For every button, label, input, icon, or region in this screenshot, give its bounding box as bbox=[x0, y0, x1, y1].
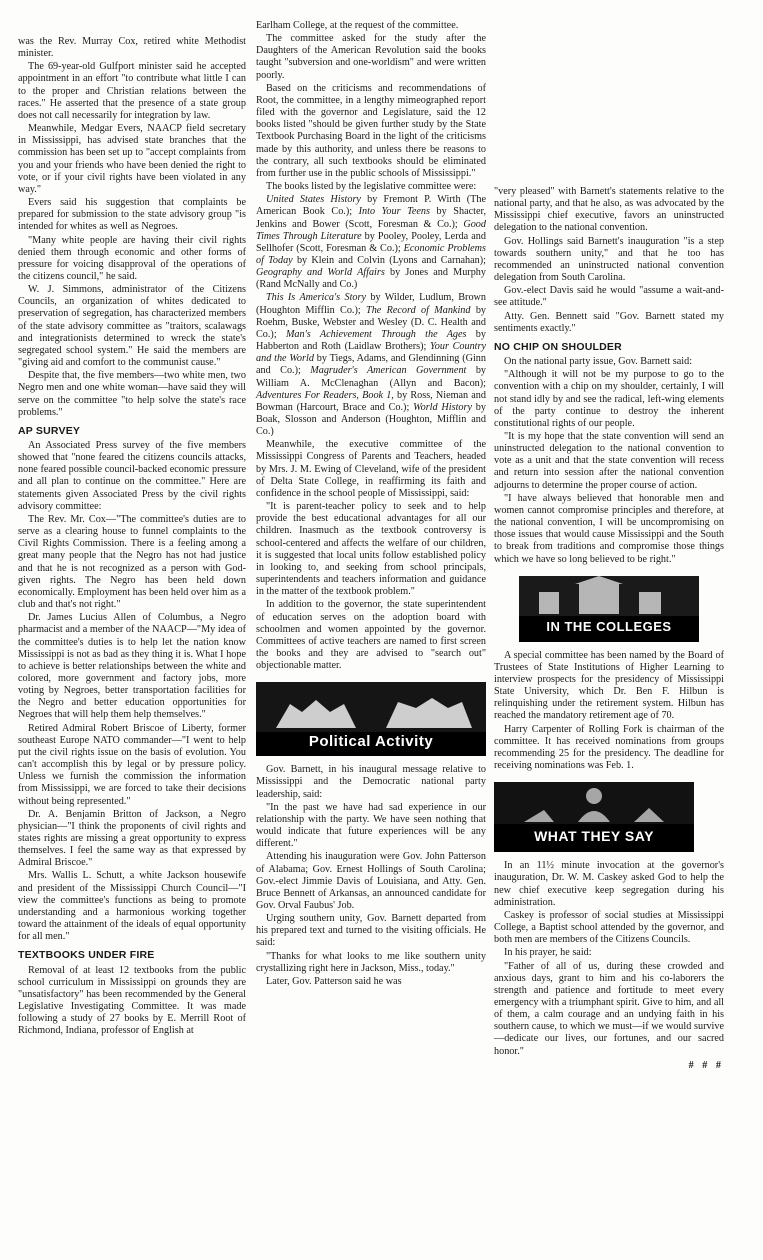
book-authors: by Tiegs, Adams, and Glendinning (Ginn and Co.); bbox=[256, 353, 486, 377]
paragraph: "I have always believed that honorable men and women cannot compromise principles and therefore, at the national convention, I will be uncompromising on those issues that would cause Mississippi and the South to break from traditions and compromise those things which we have so long believed to be right." bbox=[494, 492, 724, 565]
paragraph: "It is parent-teacher policy to seek and to help provide the best educational advantages for all our children. Inasmuch as the textbook controversy is school-centered and affects the welfare of our children, it is suggested that local units follow established policy in looking to, and seeking from school principals, superintendents and teachers information and guidance in the matter of the textbook problem." bbox=[256, 501, 486, 598]
paragraph: Dr. A. Benjamin Britton of Jackson, a Negro physician—"I think the proponents of civil rights and states rights are missing a great opportunity to express themselves. I feel the same way as that expressed by Admiral Briscoe." bbox=[18, 808, 246, 869]
what-they-say-banner bbox=[494, 782, 694, 852]
book-authors: by Pooley, Pooley, Lerda and Sellhofer (Scott, Foresman & Co.); bbox=[256, 230, 486, 254]
paragraph: Earlham College, at the request of the committee. bbox=[256, 20, 459, 31]
paragraph: "Many white people are having their civil rights denied them through economic and other forms of pressure for voicing disapproval of the operations of the citizens council," he said. bbox=[18, 234, 246, 282]
paragraph: W. J. Simmons, administrator of the Citizens Councils, an organization of whites dedicated to preservation of segregation, has characterized members of the state advisory committee as "traitors, scalawags and integrationists determined to wreck the state's segregated school system." He said the members are "giving aid and comfort to the communist cause." bbox=[18, 284, 246, 369]
book-title: Economic Problems of Today bbox=[256, 242, 486, 266]
paragraph: The committee asked for the study after the Daughters of the American Revolution said the books taught "subversion and one-worldism" and were written poorly. bbox=[256, 33, 486, 81]
banner-title: WHAT THEY SAY bbox=[534, 828, 654, 845]
banner-title: Political Activity bbox=[308, 733, 434, 751]
paragraph: A special committee has been named by the Board of Trustees of State Institutions of Higher Learning to interview prospects for the presidency of Mississippi State University, which Dr. Ben F. Hilbun is relinquishing under the retirement system. Hilbun has reached the mandatory retirement age of 70. bbox=[494, 649, 724, 722]
book-authors: by Jones and Murphy (Rand McNally and Co.) bbox=[256, 267, 486, 291]
subheading-textbooks: TEXTBOOKS UNDER FIRE bbox=[18, 949, 155, 962]
paragraph: Gov.-elect Davis said he would "assume a wait-and-see attitude." bbox=[494, 285, 724, 309]
book-title: The Record of Mankind bbox=[366, 304, 471, 316]
column-2 bbox=[256, 20, 486, 989]
book-authors: by Ross, Nieman and Bowman (Harcourt, Brace and Co.); bbox=[256, 389, 486, 413]
paragraph: was the Rev. Murray Cox, retired white Methodist minister. bbox=[18, 36, 246, 60]
book-title: Good Times Through Literature bbox=[256, 218, 486, 242]
paragraph: "very pleased" with Barnett's statements relative to the national party, and that he also, as was advocated by the Mississippi chief executive, favors an uninstructed delegation to the national convention. bbox=[494, 186, 724, 234]
book-authors: by Wilder, Ludlum, Brown (Houghton Mifflin Co.); bbox=[256, 292, 486, 316]
book-title: Magruder's American Government bbox=[310, 365, 467, 377]
book-list-2 bbox=[256, 292, 486, 438]
in-the-colleges-banner bbox=[519, 576, 699, 642]
subheading-no-chip: NO CHIP ON SHOULDER bbox=[494, 340, 622, 353]
paragraph: Later, Gov. Patterson said he was bbox=[266, 975, 402, 987]
paragraph: Evers said his suggestion that complaints be prepared for submission to the state advisory group "is intended for whites as well as Negroes. bbox=[18, 197, 246, 233]
paragraph: "Father of all of us, during these crowded and anxious days, grant to him and his co-laborers the strength and patience and fortitude to meet every emergency with a triumphant spirit. Give to him, and all of them, a calm courage and an undying faith in his southern cause, to which we must—if we would survive—dedicate our lives, our fortunes, and our sacred honor." bbox=[494, 960, 724, 1057]
political-activity-banner bbox=[256, 682, 486, 756]
paragraph: Attending his inauguration were Gov. John Patterson of Alabama; Gov. Ernest Hollings of South Carolina; Gov.-elect Jimmie Davis of Louisiana, and Atty. Gen. Bruce Bennett of Arkansas, an announced candidate for Gov. Orval Faubus' Job. bbox=[256, 851, 486, 911]
paragraph: Despite that, the five members—two white men, two Negro men and one white woman—have said they will serve on the committee "to help solve the state's race problems." bbox=[18, 370, 246, 418]
paragraph: In addition to the governor, the state superintendent of education serves on the adoption board with schoolmen and women appointed by the governor. Committees of active teachers are named to first screen the books and they are advised to "search out" objectionable matter. bbox=[256, 599, 486, 672]
paragraph: Mrs. Wallis L. Schutt, a white Jackson housewife and president of the Mississippi Church Council—"I view the committee's functions as being to promote understanding and a harmonious working together toward the attainment of the ideals of equal opportunity for all men." bbox=[18, 870, 246, 943]
paragraph: "Thanks for what looks to me like southern unity crystallizing right here in Jackson, Miss., today." bbox=[256, 950, 486, 974]
paragraph: The books listed by the legislative committee were: bbox=[266, 181, 477, 193]
column-1 bbox=[18, 36, 246, 1039]
book-authors: by Klein and Colvin (Lyons and Carnahan); bbox=[292, 254, 486, 266]
book-authors: by Boak, Slosson and Anderson (Houghton, Mifflin and Co.) bbox=[256, 401, 486, 438]
paragraph: Dr. James Lucius Allen of Columbus, a Negro pharmacist and a member of the NAACP—"My idea of the committee's duties is to help let the nation know Mississippi is not as bad as they thing it is. What I hope to achieve is better relationships between the white and colored, more government and factory jobs, more voting by Negroes, better transportation facilities for the Negro and better education opportunities for Negroes that will help them help themselves." bbox=[18, 612, 246, 721]
paragraph: In his prayer, he said: bbox=[504, 947, 592, 959]
end-marks: # # # bbox=[688, 1059, 724, 1071]
book-authors: by Roehm, Buske, Webster and Wesley (D. C. Health and Co.); bbox=[256, 304, 486, 340]
book-authors: by Habberton and Roth (Laidlaw Brothers); bbox=[256, 328, 486, 353]
banner-title: IN THE COLLEGES bbox=[546, 618, 672, 634]
paragraph: Meanwhile, the executive committee of the Mississippi Congress of Parents and Teachers, headed by Mrs. J. M. Ewing of Cleveland, wife of the president of Delta State College, in reaffirming its faith and confidence in the school people of Mississippi, said: bbox=[256, 439, 486, 499]
paragraph: Atty. Gen. Bennett said "Gov. Barnett stated my sentiments exactly." bbox=[494, 310, 724, 334]
paragraph: Caskey is professor of social studies at Mississippi College, a Baptist school attended by the governor, and both men are members of the Citizens Councils. bbox=[494, 909, 724, 946]
paragraph: Gov. Barnett, in his inaugural message relative to Mississippi and the Democratic national party leadership, said: bbox=[256, 764, 486, 800]
book-title: World History bbox=[413, 401, 472, 413]
paragraph: In an 11½ minute invocation at the governor's inauguration, Dr. W. M. Caskey asked God to help the new chief executive keep segregation during his administration. bbox=[494, 860, 724, 908]
paragraph: Gov. Hollings said Barnett's inauguration "is a step towards southern unity," and that he too has recommended an uninstructed national convention delegation from South Carolina. bbox=[494, 235, 724, 284]
paragraph: The 69-year-old Gulfport minister said he accepted appointment in an effort "to contribute what little I can to the proper and Christian relations between the races." He asserted that the presence of a state group does not call necessarily for integration by law. bbox=[18, 61, 246, 121]
paragraph: Removal of at least 12 textbooks from the public school curriculum in Mississippi on grounds they are "unsatisfactory" has been recommended by the General Legislative Investigating Committee. It was made following a study of 27 books by E. Merrill Root of Richmond, Indiana, professor of English at bbox=[18, 964, 246, 1037]
book-title: This Is America's Story bbox=[266, 292, 366, 304]
subheading-ap-survey: AP SURVEY bbox=[18, 424, 81, 437]
book-title: United States History bbox=[266, 194, 361, 206]
paragraph: On the national party issue, Gov. Barnett said: bbox=[504, 356, 693, 368]
paragraph: "In the past we have had sad experience in our relationship with the party. We have seen nothing that would indicate that future experiences will be any different." bbox=[256, 801, 486, 850]
paragraph: Based on the criticisms and recommendations of Root, the committee, in a lengthy mimeographed report filed with the governor and Legislature, said the 12 books listed "should be given further study by the State Textbook Purchasing Board in the light of the criticisms made by this authority, and unless there be reasons to the contrary, all such textbooks should be eliminated from further use in the public schools of Mississippi." bbox=[256, 82, 486, 179]
book-title: Adventures For Readers, Book 1, bbox=[256, 389, 394, 401]
book-authors: by Shacter, Jenkins and Bower (Scott, Foresman & Co.); bbox=[256, 206, 486, 230]
paragraph: Harry Carpenter of Rolling Fork is chairman of the committee. It has received nominations from groups recommending 25 for the presidency. The deadline for receiving nominations was Feb. 1. bbox=[494, 723, 724, 772]
paragraph: An Associated Press survey of the five members showed that "none feared the citizens councils attacks, none feared possible council-backed economic pressure and all plan to continue on the committee." Here are statements given Associated Press by the civil rights advisory committee: bbox=[18, 440, 246, 512]
paragraph: "It is my hope that the state convention will send an uninstructed delegation to the national convention to vote as a unit and that the state convention will recess and return into session after the national convention adjourns to determine the proper course of action. bbox=[494, 430, 724, 491]
paragraph: The Rev. Mr. Cox—"The committee's duties are to serve as a clearing house to funnel complaints to the Civil Rights Commission. There is a feeling among a great many people that the Negro has not had justice and that he is not recognized as a person with God-given rights. The Negro has been held down economically. Employment has been held over him as a club and that's not right." bbox=[18, 513, 246, 611]
column-3 bbox=[494, 186, 724, 1072]
book-authors: by Fremont P. Wirth (The American Book Co.); bbox=[256, 194, 486, 218]
book-title: Geography and World Affairs bbox=[256, 267, 385, 279]
paragraph: Urging southern unity, Gov. Barnett departed from his prepared text and turned to the visiting officials. He said: bbox=[256, 913, 486, 949]
paragraph: Meanwhile, Medgar Evers, NAACP field secretary in Mississippi, has advised state branches that the commission has been set up to "accept complaints from you and your friends who have been denied the right to vote, or if your civil rights have been violated in any way." bbox=[18, 123, 246, 195]
book-title: Man's Achievement Through the Ages bbox=[285, 328, 467, 340]
book-authors: by William A. McClenaghan (Allyn and Bacon); bbox=[256, 365, 487, 389]
book-title: Into Your Teens bbox=[358, 206, 430, 218]
paragraph: "Although it will not be my purpose to go to the convention with a chip on my shoulder, certainly, I will not stand idly by and see the radical, left-wing elements of the party continue to destroy the inherent constitutional rights of our people. bbox=[494, 369, 724, 429]
book-list-1 bbox=[256, 194, 486, 291]
paragraph: Retired Admiral Robert Briscoe of Liberty, former southeast Europe NATO commander—"I went to help put the civil rights issue on the basis of evolution. You can't accomplish this by legal or by pressure policy. Unless we furnish the commission the information from Mississippi, we are forced to take their decisions without being represented." bbox=[18, 722, 246, 807]
book-title: Your Country and the World bbox=[256, 341, 486, 365]
